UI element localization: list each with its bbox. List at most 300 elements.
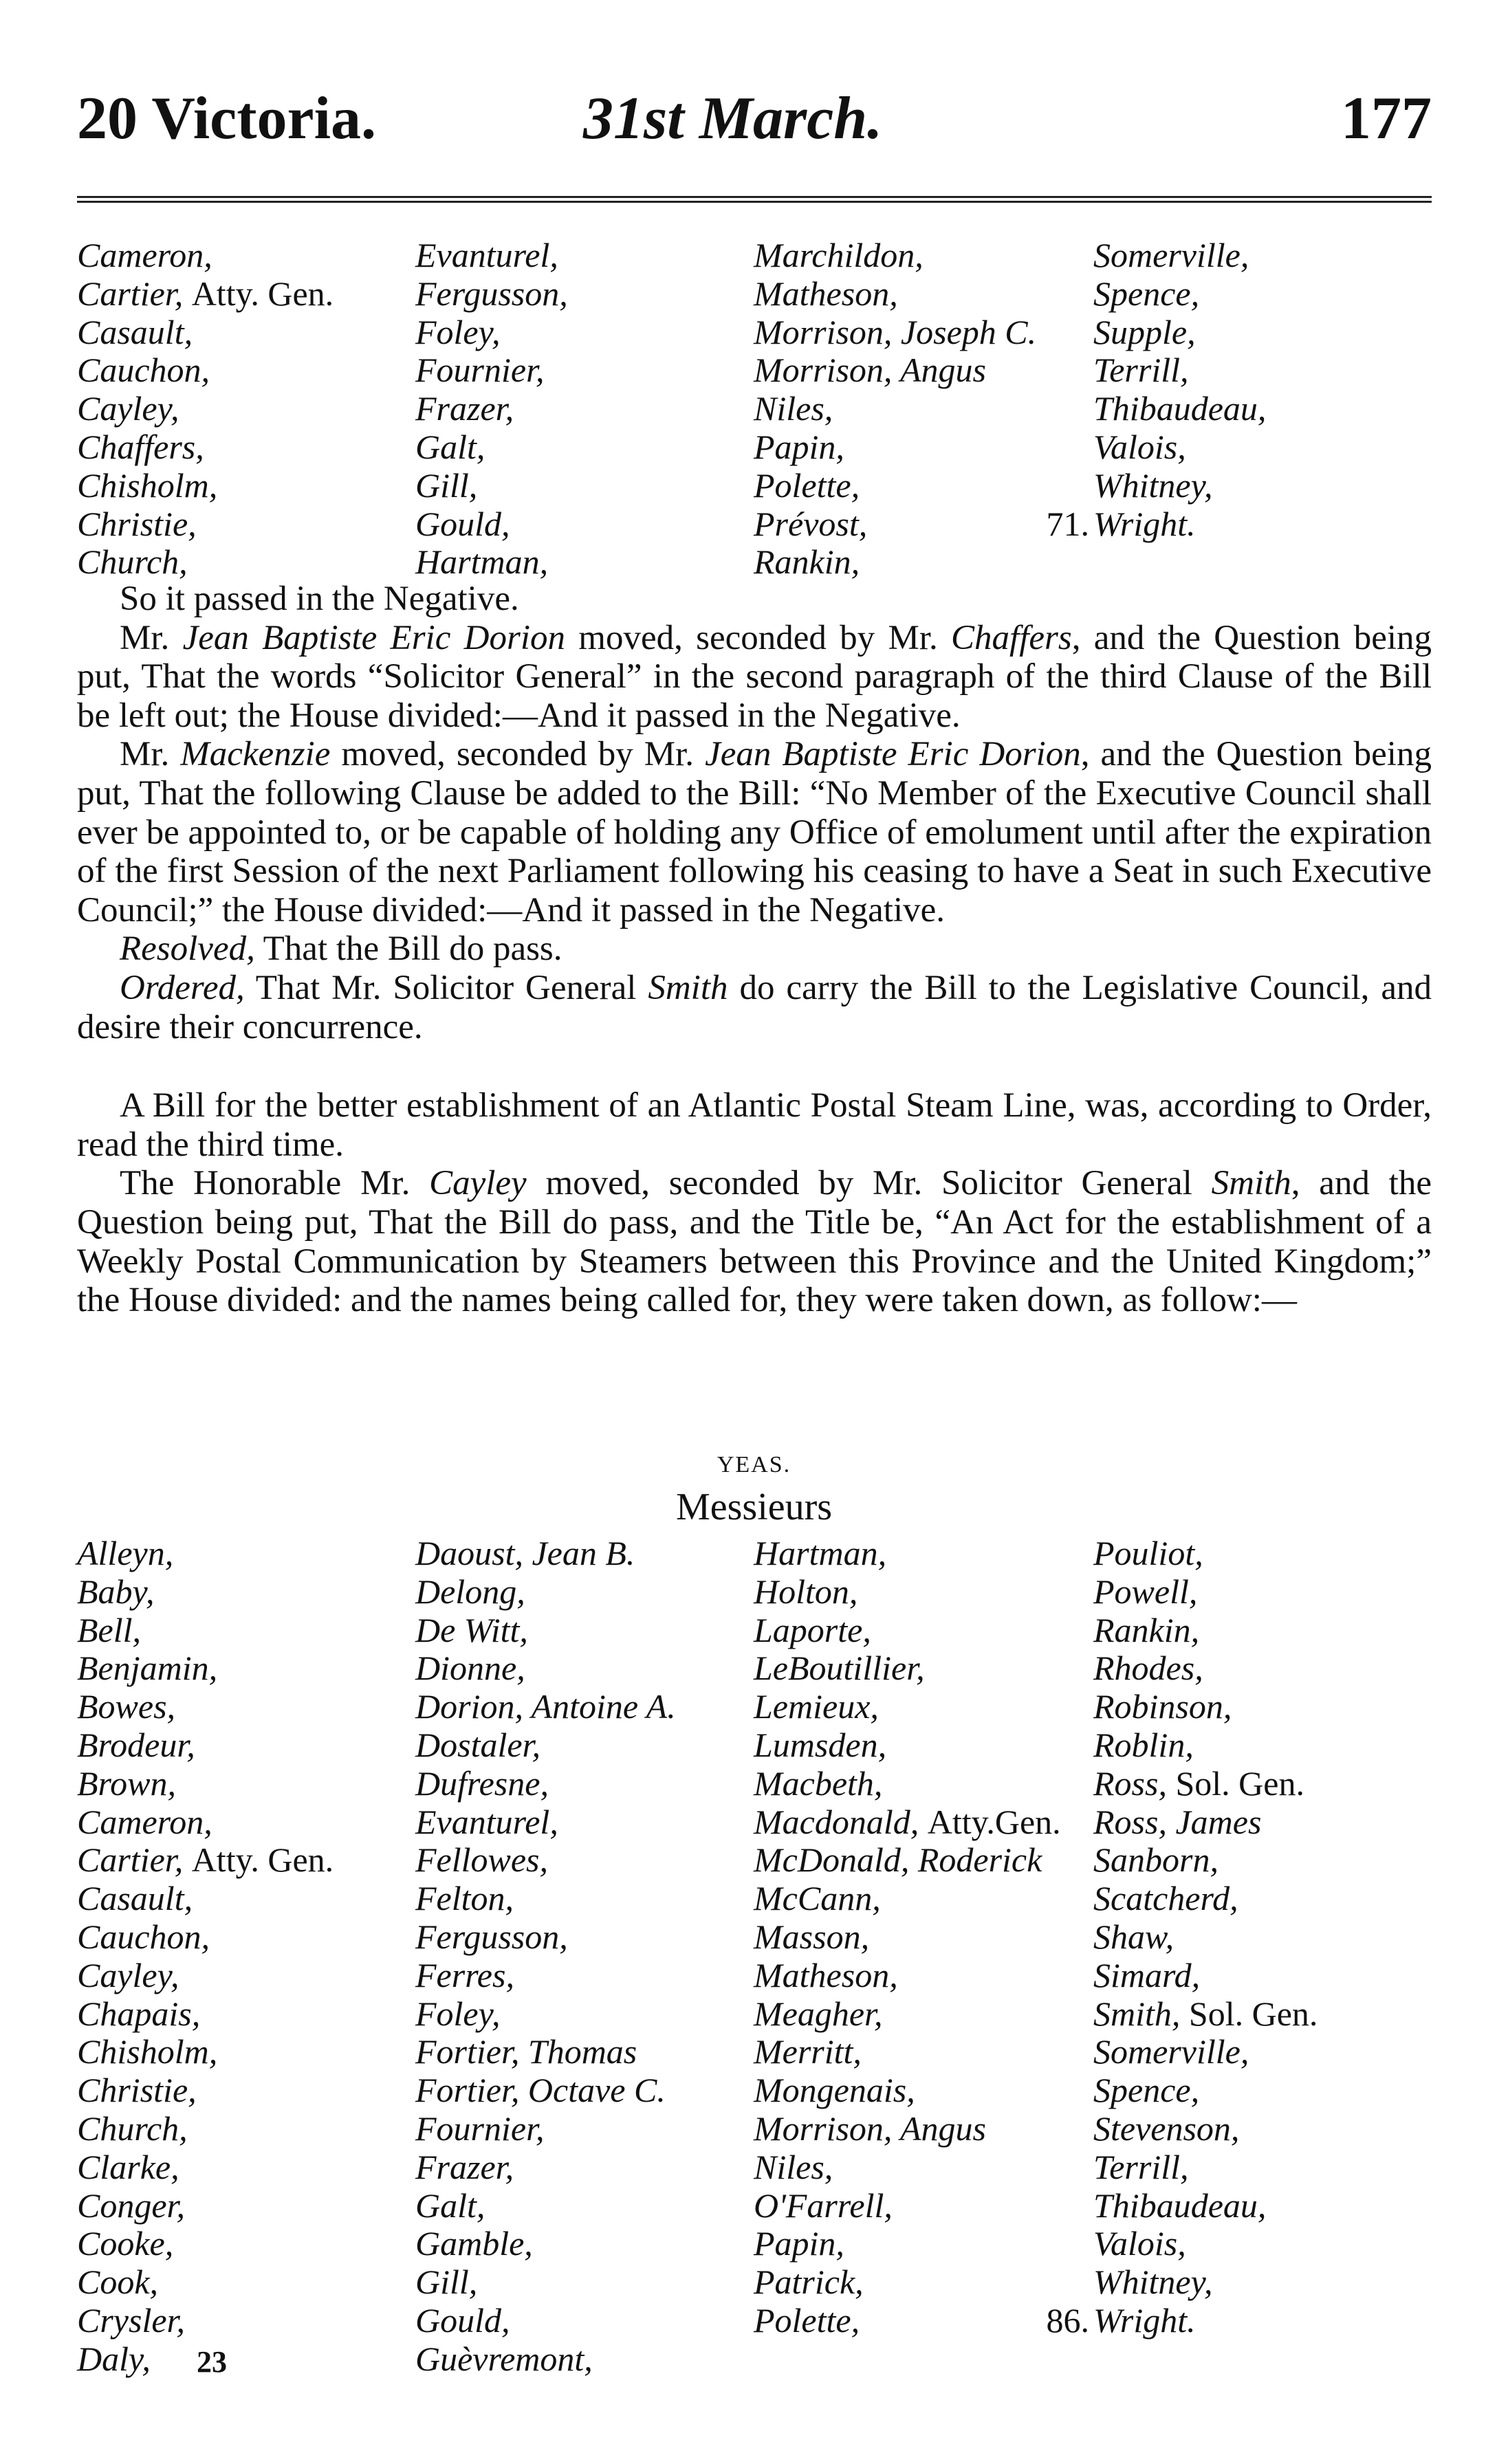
member-surname: Mongenais, [754, 2071, 915, 2110]
member-surname: Niles, [754, 389, 833, 428]
member-surname: Daoust, Jean B. [415, 1534, 635, 1572]
dorion-motion: Mr. Jean Baptiste Eric Dorion moved, seconded by Mr. Chaffers, and the Question being put, That the words “Solicitor General” in the second paragraph of the third Clause of the Bill be left out; the House divided:—And it passed in the Negative. [77, 618, 1432, 735]
member-surname: Robinson, [1093, 1687, 1232, 1726]
member-surname: Cooke, [77, 2224, 174, 2263]
member-surname: Cayley, [77, 1955, 179, 1994]
member-name [415, 467, 754, 505]
bill-reading: A Bill for the better establishment of an Atlantic Postal Steam Line, was, according to Order, read the third time. [77, 1086, 1432, 1164]
member-name [77, 1573, 415, 1612]
member-surname: Hartman, [415, 542, 549, 582]
name-row [77, 505, 1432, 544]
member-name [1093, 467, 1432, 505]
member-surname: O'Farrell, [754, 2186, 893, 2225]
member-surname: Delong, [415, 1572, 525, 1611]
member-surname: LeBoutillier, [754, 1649, 925, 1688]
member-office: Atty. Gen. [191, 274, 334, 313]
member-name [754, 1995, 1093, 2034]
member-name [77, 1957, 415, 1995]
member-name [754, 314, 1093, 352]
member-name [415, 2148, 754, 2187]
member-name [77, 1765, 415, 1803]
member-surname: Holton, [754, 1572, 858, 1611]
member-name [415, 1573, 754, 1612]
member-surname: Bowes, [77, 1687, 176, 1726]
name-row [77, 1803, 1432, 1842]
member-name [415, 428, 754, 467]
member-surname: Conger, [77, 2186, 185, 2225]
member-name [1093, 2033, 1432, 2071]
member-surname: Matheson, [754, 1955, 898, 1994]
member-surname: Morrison, Angus [754, 351, 987, 390]
member-surname: Papin, [754, 2224, 844, 2263]
member-surname: Dorion, Antoine A. [415, 1687, 676, 1726]
member-name [77, 1880, 415, 1918]
member-name [1093, 2263, 1432, 2302]
name-row [77, 1957, 1432, 1995]
member-surname: Matheson, [754, 274, 898, 313]
member-name [754, 2148, 1093, 2187]
name-row [77, 2148, 1432, 2187]
member-surname: Cartier, [77, 274, 184, 313]
name-row [77, 2187, 1432, 2225]
member-surname: Evanturel, [415, 1802, 558, 1841]
member-name [754, 2263, 1093, 2302]
member-surname: Guèvremont, [415, 2339, 593, 2378]
member-surname: Somerville, [1093, 2032, 1249, 2071]
member-name [1093, 2071, 1432, 2110]
member-name [754, 1957, 1093, 1995]
member-surname: Hartman, [754, 1534, 887, 1572]
member-name [77, 1918, 415, 1957]
member-name [754, 1726, 1093, 1765]
member-name [1093, 1880, 1432, 1918]
member-name [754, 1573, 1093, 1612]
member-name [77, 2225, 415, 2263]
member-surname: Smith, [1093, 1994, 1181, 2033]
member-surname: Wright. [1093, 2300, 1196, 2340]
member-name [415, 1726, 754, 1765]
member-surname: Brown, [77, 1763, 176, 1803]
member-surname: McCann, [754, 1879, 881, 1918]
signature-mark: 23 [197, 2345, 227, 2379]
name-row [77, 467, 1432, 505]
member-name [1093, 1918, 1432, 1957]
member-surname: Crysler, [77, 2300, 185, 2340]
member-surname: Brodeur, [77, 1725, 195, 1764]
nays-name-list [77, 236, 1432, 582]
member-name [1046, 504, 1432, 544]
member-name [1093, 1957, 1432, 1995]
member-name [754, 390, 1093, 428]
name-row [77, 1880, 1432, 1918]
member-name [415, 2110, 754, 2148]
member-surname: Thibaudeau, [1093, 2186, 1267, 2225]
member-name [1093, 1803, 1432, 1842]
member-name [77, 2033, 415, 2071]
name-row [77, 2071, 1432, 2110]
member-surname: Foley, [415, 312, 501, 351]
member-name [754, 1765, 1093, 1803]
member-name [1093, 2340, 1432, 2379]
member-surname: Polette, [754, 2300, 860, 2340]
member-name [1093, 1534, 1432, 1573]
member-surname: Chisholm, [77, 465, 218, 505]
member-office: Sol. Gen. [1188, 1994, 1318, 2033]
member-surname: Morrison, Joseph C. [754, 312, 1037, 351]
member-surname: Spence, [1093, 2071, 1200, 2110]
member-name [1046, 2300, 1432, 2340]
proceedings-text-1 [77, 580, 1432, 1320]
header-date: 31st March. [583, 85, 883, 152]
member-name [754, 2071, 1093, 2110]
member-surname: Patrick, [754, 2263, 864, 2302]
member-name [754, 1649, 1093, 1688]
member-name [1093, 1995, 1432, 2034]
name-row [77, 543, 1432, 582]
member-name [754, 1534, 1093, 1573]
name-row [77, 275, 1432, 314]
name-row [77, 2033, 1432, 2071]
member-name [77, 1726, 415, 1765]
name-row [77, 1649, 1432, 1688]
member-name [1093, 1841, 1432, 1880]
member-name [415, 2302, 754, 2340]
member-office: Sol. Gen. [1175, 1763, 1304, 1803]
mackenzie-motion: Mr. Mackenzie moved, seconded by Mr. Jean Baptiste Eric Dorion, and the Question being put, That the following Clause be added to the Bill: “No Member of the Executive Council shall ever be appointed to, or be capable of holding any Office of emolument until after the expiration of the first Session of the next Parliament following his ceasing to have a Seat in such Executive Council;” the House divided:—And it passed in the Negative. [77, 735, 1432, 930]
header-rule-bottom [77, 201, 1432, 203]
member-surname: Christie, [77, 2071, 197, 2110]
member-name [1093, 2187, 1432, 2225]
member-name [77, 543, 415, 582]
member-surname: Roblin, [1093, 1725, 1194, 1764]
member-name [1093, 351, 1432, 390]
member-name [415, 2225, 754, 2263]
member-surname: Thibaudeau, [1093, 389, 1267, 428]
member-name [754, 1803, 1093, 1842]
member-name [1093, 543, 1432, 582]
member-surname: Dufresne, [415, 1763, 549, 1803]
yeas-name-list [77, 1534, 1432, 2379]
member-surname: Lumsden, [754, 1725, 887, 1764]
header-rule-top [77, 196, 1432, 198]
name-row [77, 1534, 1432, 1573]
member-name [754, 2110, 1093, 2148]
page-number: 177 [1341, 85, 1432, 152]
member-surname: Simard, [1093, 1955, 1201, 1994]
member-name [415, 2033, 754, 2071]
member-name [415, 2340, 754, 2379]
member-surname: McDonald, Roderick [754, 1840, 1042, 1880]
member-surname: Bell, [77, 1610, 142, 1649]
member-surname: Fortier, Thomas [415, 2032, 637, 2071]
member-name [77, 2110, 415, 2148]
member-name [754, 543, 1093, 582]
member-surname: Fournier, [415, 2109, 545, 2148]
member-name [415, 2263, 754, 2302]
member-surname: Ross, James [1093, 1802, 1262, 1841]
member-surname: Laporte, [754, 1610, 871, 1649]
member-name [1093, 1649, 1432, 1688]
member-surname: Galt, [415, 2186, 485, 2225]
member-name [415, 1688, 754, 1726]
member-surname: Spence, [1093, 274, 1200, 313]
member-surname: Fergusson, [415, 1917, 568, 1956]
member-surname: Sanborn, [1093, 1840, 1219, 1880]
member-name [754, 2187, 1093, 2225]
member-name [415, 275, 754, 314]
member-surname: Pouliot, [1093, 1534, 1203, 1572]
member-surname: Lemieux, [754, 1687, 879, 1726]
name-row [77, 2302, 1432, 2340]
member-name [77, 2302, 415, 2340]
member-name [415, 1649, 754, 1688]
yeas-heading: YEAS. [717, 1452, 791, 1477]
member-surname: Rankin, [754, 542, 860, 582]
member-surname: Fellowes, [415, 1840, 549, 1880]
messieurs-heading: Messieurs [675, 1486, 833, 1528]
member-name [1093, 1688, 1432, 1726]
member-surname: Evanturel, [415, 236, 558, 274]
member-surname: Masson, [754, 1917, 870, 1956]
member-surname: Scatcherd, [1093, 1879, 1238, 1918]
member-surname: Macbeth, [754, 1763, 883, 1803]
member-surname: Merritt, [754, 2032, 862, 2071]
name-row [77, 314, 1432, 352]
member-name [1093, 1765, 1432, 1803]
name-row [77, 2263, 1432, 2302]
member-name [754, 428, 1093, 467]
member-surname: Chisholm, [77, 2032, 218, 2071]
member-surname: Cameron, [77, 1802, 212, 1841]
member-surname: Chaffers, [77, 427, 204, 466]
member-surname: Fortier, Octave C. [415, 2071, 666, 2110]
member-surname: Chapais, [77, 1994, 201, 2033]
name-row [77, 2225, 1432, 2263]
member-name [754, 2225, 1093, 2263]
member-surname: Frazer, [415, 2147, 514, 2186]
name-row [77, 1726, 1432, 1765]
member-name [77, 1803, 415, 1842]
member-name [77, 275, 415, 314]
member-name [77, 467, 415, 505]
member-name [77, 505, 415, 544]
name-row [77, 1765, 1432, 1803]
member-name [754, 275, 1093, 314]
member-surname: Dostaler, [415, 1725, 540, 1764]
member-name [415, 1841, 754, 1880]
member-surname: Niles, [754, 2147, 833, 2186]
member-surname: Church, [77, 2109, 188, 2148]
member-name [1093, 275, 1432, 314]
member-surname: Ross, [1093, 1763, 1167, 1803]
member-name [77, 1841, 415, 1880]
member-surname: Gill, [415, 2263, 478, 2302]
member-name [415, 314, 754, 352]
resolved-line: Resolved, That the Bill do pass. [120, 930, 562, 969]
ordered-line: Ordered, That Mr. Solicitor General Smith do carry the Bill to the Legislative Council, and desire their concurrence. [77, 968, 1432, 1046]
member-name [77, 1688, 415, 1726]
cayley-motion: The Honorable Mr. Cayley moved, seconded by Mr. Solicitor General Smith, and the Question being put, That the Bill do pass, and the Title be, “An Act for the establishment of a Weekly Postal Communication by Steamers between this Province and the United Kingdom;” the House divided: and the names being called for, they were taken down, as follow:— [77, 1164, 1432, 1320]
member-surname: Casault, [77, 1879, 193, 1918]
member-name [415, 2071, 754, 2110]
name-row [77, 1841, 1432, 1880]
member-surname: Prévost, [754, 504, 868, 543]
member-name [754, 2302, 1093, 2340]
member-surname: Whitney, [1093, 2263, 1213, 2302]
member-surname: Daly, [77, 2339, 151, 2378]
member-surname: Felton, [415, 1879, 514, 1918]
member-surname: Whitney, [1093, 465, 1213, 505]
member-surname: Church, [77, 542, 188, 582]
member-name [415, 505, 754, 544]
member-surname: Fournier, [415, 351, 545, 390]
member-name [1093, 2148, 1432, 2187]
name-row [77, 1995, 1432, 2034]
negative-line: So it passed in the Negative. [120, 580, 519, 618]
member-name [754, 236, 1093, 275]
member-name [754, 2340, 1093, 2379]
name-row [77, 428, 1432, 467]
member-name [77, 2340, 415, 2379]
member-office: Atty.Gen. [927, 1802, 1061, 1841]
member-name [1093, 1573, 1432, 1612]
member-name [415, 1880, 754, 1918]
member-surname: Foley, [415, 1994, 501, 2033]
member-name [754, 1612, 1093, 1650]
name-row [77, 1573, 1432, 1612]
member-name [77, 1649, 415, 1688]
member-name [77, 2263, 415, 2302]
member-surname: Cauchon, [77, 1917, 210, 1956]
member-surname: Gould, [415, 2300, 510, 2340]
member-surname: Rhodes, [1093, 1649, 1203, 1688]
name-row [77, 2110, 1432, 2148]
member-surname: Galt, [415, 427, 485, 466]
member-name [754, 505, 1093, 544]
member-surname: Cook, [77, 2263, 159, 2302]
member-surname: Valois, [1093, 427, 1186, 466]
name-row [77, 1612, 1432, 1650]
member-name [415, 1612, 754, 1650]
member-name [77, 2148, 415, 2187]
member-surname: Cauchon, [77, 351, 210, 390]
member-name [415, 351, 754, 390]
member-name [415, 2187, 754, 2225]
member-surname: Terrill, [1093, 2147, 1189, 2186]
member-surname: Dionne, [415, 1649, 525, 1688]
member-name [415, 1534, 754, 1573]
member-surname: Gill, [415, 465, 478, 505]
member-name [1093, 1612, 1432, 1650]
member-surname: Valois, [1093, 2224, 1186, 2263]
vote-count: 86. [1046, 2300, 1089, 2340]
member-name [1093, 390, 1432, 428]
member-surname: Christie, [77, 504, 197, 543]
member-surname: Morrison, Angus [754, 2109, 987, 2148]
member-name [415, 1803, 754, 1842]
page-header [77, 81, 1432, 157]
member-name [754, 1688, 1093, 1726]
member-surname: Shaw, [1093, 1917, 1174, 1956]
member-surname: Powell, [1093, 1572, 1198, 1611]
member-name [77, 314, 415, 352]
member-surname: Casault, [77, 312, 193, 351]
member-surname: Meagher, [754, 1994, 883, 2033]
member-surname: Benjamin, [77, 1649, 218, 1688]
member-name [77, 1995, 415, 2034]
member-name [415, 1765, 754, 1803]
member-surname: Supple, [1093, 312, 1196, 351]
member-name [415, 1995, 754, 2034]
member-surname: Wright. [1093, 504, 1196, 543]
member-surname: Ferres, [415, 1955, 514, 1994]
member-name [77, 236, 415, 275]
member-name [415, 390, 754, 428]
member-name [1093, 236, 1432, 275]
member-surname: Alleyn, [77, 1534, 174, 1572]
name-row [77, 390, 1432, 428]
member-name [1093, 428, 1432, 467]
header-session: 20 Victoria. [77, 85, 377, 152]
member-surname: Marchildon, [754, 236, 924, 274]
name-row [77, 236, 1432, 275]
member-surname: Frazer, [415, 389, 514, 428]
member-name [1093, 1726, 1432, 1765]
member-office: Atty. Gen. [191, 1840, 334, 1880]
member-name [415, 1918, 754, 1957]
member-surname: Clarke, [77, 2147, 179, 2186]
member-name [77, 351, 415, 390]
member-surname: Cartier, [77, 1840, 184, 1880]
member-surname: Gamble, [415, 2224, 533, 2263]
member-surname: Cayley, [77, 389, 179, 428]
member-surname: Macdonald, [754, 1802, 919, 1841]
member-name [1093, 2225, 1432, 2263]
name-row [77, 351, 1432, 390]
name-row [77, 1688, 1432, 1726]
member-surname: Gould, [415, 504, 510, 543]
member-surname: Terrill, [1093, 351, 1189, 390]
member-surname: De Witt, [415, 1610, 528, 1649]
member-name [754, 1918, 1093, 1957]
member-name [77, 2071, 415, 2110]
member-surname: Fergusson, [415, 274, 568, 313]
member-name [754, 467, 1093, 505]
member-name [77, 2187, 415, 2225]
name-row [77, 1918, 1432, 1957]
member-surname: Polette, [754, 465, 860, 505]
member-surname: Somerville, [1093, 236, 1249, 274]
member-name [415, 236, 754, 275]
member-name [77, 390, 415, 428]
member-name [77, 1612, 415, 1650]
member-surname: Papin, [754, 427, 844, 466]
member-surname: Rankin, [1093, 1610, 1200, 1649]
member-surname: Stevenson, [1093, 2109, 1240, 2148]
name-row [77, 2340, 1432, 2379]
member-name [754, 2033, 1093, 2071]
vote-count: 71. [1046, 504, 1089, 543]
member-name [415, 543, 754, 582]
member-name [1093, 2110, 1432, 2148]
member-surname: Baby, [77, 1572, 155, 1611]
member-name [754, 1841, 1093, 1880]
member-name [77, 428, 415, 467]
member-name [1093, 314, 1432, 352]
member-name [754, 351, 1093, 390]
member-surname: Cameron, [77, 236, 212, 274]
member-name [77, 1534, 415, 1573]
